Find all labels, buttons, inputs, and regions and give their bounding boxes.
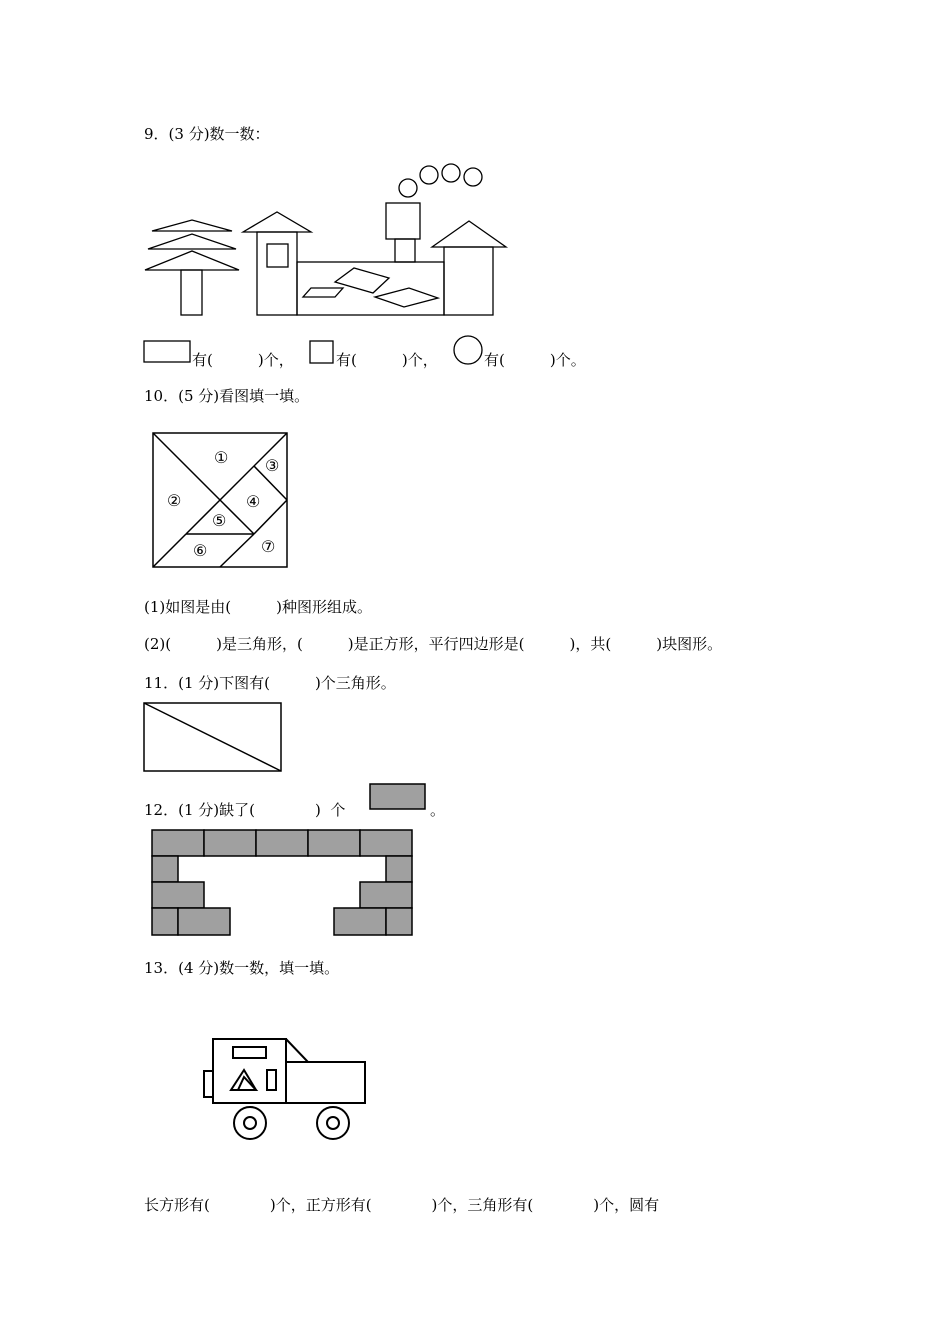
- brick-icon: [369, 783, 427, 811]
- middle-building: [297, 262, 444, 315]
- q12-title: 12．(1 分)缺了( ) 个: [144, 801, 346, 819]
- q13-title: 13．(4 分)数一数，填一填。: [144, 959, 340, 977]
- q9-figure: [0, 0, 950, 330]
- piece-label-3: ③: [265, 456, 280, 475]
- tree: [145, 220, 239, 315]
- truck-figure: [200, 1030, 370, 1145]
- q11-rectangle-figure: [142, 702, 284, 774]
- piece-label-1: ①: [214, 448, 229, 467]
- piece-label-4: ④: [246, 492, 261, 511]
- q11-title: 11．(1 分)下图有( )个三角形。: [144, 674, 396, 692]
- piece-label-2: ②: [167, 491, 182, 510]
- q9-title: 9．(3 分)数一数：: [144, 125, 270, 143]
- piece-label-6: ⑥: [193, 541, 208, 560]
- circle-icon: [452, 335, 484, 367]
- q10-sub2: (2)( )是三角形，( )是正方形，平行四边形是( )，共( )块图形。: [144, 635, 723, 653]
- q9-square-answer: 有( )个，: [336, 351, 438, 369]
- brick-wall-figure: [151, 829, 415, 939]
- smoke-circles: [399, 164, 482, 197]
- piece-label-7: ⑦: [261, 537, 276, 556]
- q9-circle-answer: 有( )个。: [484, 351, 586, 369]
- q12-end: 。: [430, 801, 446, 819]
- left-house: [243, 212, 311, 315]
- piece-label-5: ⑤: [212, 511, 227, 530]
- square-icon: [309, 340, 335, 366]
- right-house: [432, 221, 506, 315]
- q10-title: 10．(5 分)看图填一填。: [144, 387, 310, 405]
- rectangle-icon: [143, 340, 191, 364]
- q13-answer: 长方形有( )个，正方形有( )个，三角形有( )个，圆有: [144, 1196, 660, 1214]
- chimney: [386, 203, 420, 262]
- q9-rect-answer: 有( )个，: [192, 351, 294, 369]
- q10-sub1: (1)如图是由( )种图形组成。: [144, 598, 372, 616]
